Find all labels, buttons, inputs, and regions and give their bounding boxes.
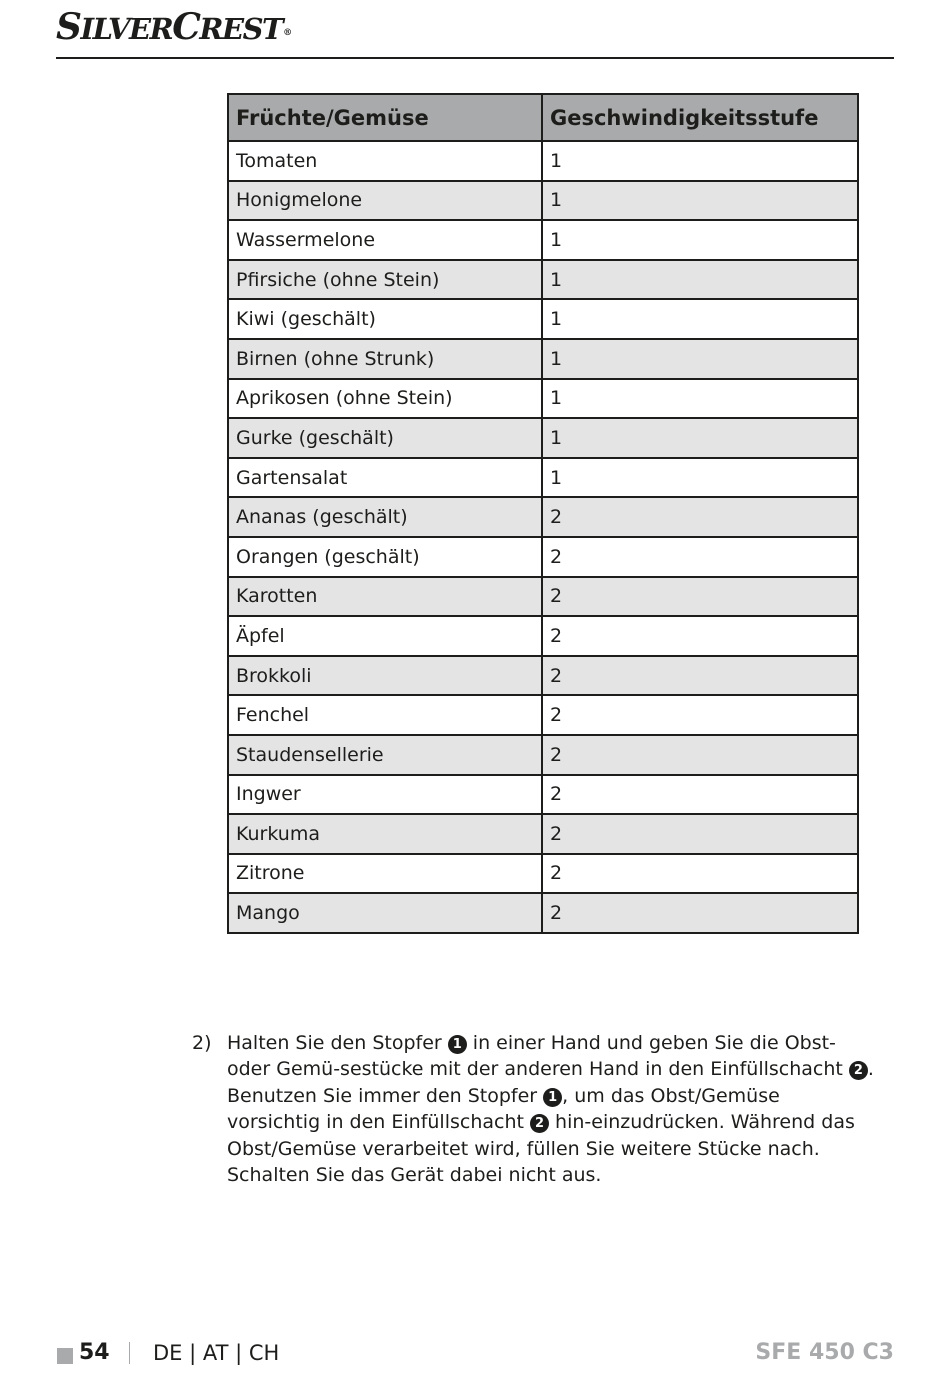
table-row [228,299,858,339]
callout-2-icon: 2 [530,1114,549,1133]
page-number: 54 [79,1340,110,1365]
table-row [228,260,858,300]
fruit-cell: Pfirsiche (ohne Stein) [228,260,542,300]
speed-cell: 1 [542,379,858,419]
speed-cell: 2 [542,577,858,617]
speed-cell: 1 [542,458,858,498]
fruit-cell: Kiwi (geschält) [228,299,542,339]
fruit-cell: Tomaten [228,141,542,181]
speed-cell: 2 [542,537,858,577]
fruit-cell: Ingwer [228,775,542,815]
speed-cell: 2 [542,616,858,656]
speed-table [227,93,859,934]
fruit-cell: Brokkoli [228,656,542,696]
table-row [228,339,858,379]
fruit-cell: Honigmelone [228,181,542,221]
fruit-cell: Ananas (geschält) [228,497,542,537]
fruit-cell: Mango [228,893,542,933]
footer-divider [129,1342,130,1364]
table-row [228,497,858,537]
fruit-cell: Birnen (ohne Strunk) [228,339,542,379]
fruit-cell: Wassermelone [228,220,542,260]
step-text: Halten Sie den Stopfer 1 in einer Hand und geben Sie die Obst- oder Gemü-sestücke mit der anderen Hand in den Einfüllschacht 2 . Benutzen Sie immer den Stopfer 1 , um das Obst/Gemüse vorsichtig in den Einfüllschacht 2 hin-einzudrücken. Während das Obst/Gemüse verarbeitet wird, füllen Sie weitere Stücke nach. Schalten Sie das Gerät dabei nicht aus. [227,1032,874,1187]
page-footer [56,1340,894,1372]
table-row [228,656,858,696]
table-row [228,220,858,260]
speed-cell: 2 [542,854,858,894]
speed-cell: 1 [542,220,858,260]
speed-cell: 1 [542,418,858,458]
fruit-cell: Staudensellerie [228,735,542,775]
speed-cell: 2 [542,893,858,933]
fruit-cell: Aprikosen (ohne Stein) [228,379,542,419]
brand-logo: SILVERCREST® [56,6,293,48]
table-header-row [228,94,858,141]
fruit-cell: Gurke (geschält) [228,418,542,458]
table-row [228,458,858,498]
fruit-cell: Orangen (geschält) [228,537,542,577]
speed-cell: 2 [542,814,858,854]
speed-cell: 1 [542,141,858,181]
table-row [228,181,858,221]
fruit-cell: Gartensalat [228,458,542,498]
speed-cell: 1 [542,299,858,339]
column-header-speed: Geschwindigkeitsstufe [542,94,858,141]
table-row [228,537,858,577]
table-row [228,893,858,933]
fruit-cell: Fenchel [228,695,542,735]
table-row [228,141,858,181]
table-row [228,616,858,656]
speed-cell: 1 [542,339,858,379]
callout-1-icon: 1 [543,1088,562,1107]
fruit-cell: Karotten [228,577,542,617]
table-row [228,854,858,894]
speed-cell: 2 [542,497,858,537]
table-row [228,775,858,815]
column-header-fruit: Früchte/Gemüse [228,94,542,141]
language-codes: DE | AT | CH [153,1341,280,1365]
speed-cell: 1 [542,260,858,300]
table-row [228,379,858,419]
callout-2-icon: 2 [849,1061,868,1080]
table-row [228,695,858,735]
page-marker-icon [57,1348,73,1364]
callout-1-icon: 1 [448,1035,467,1054]
speed-cell: 2 [542,735,858,775]
table-row [228,577,858,617]
step-number: 2) [192,1032,212,1054]
speed-cell: 2 [542,775,858,815]
fruit-cell: Äpfel [228,616,542,656]
fruit-cell: Kurkuma [228,814,542,854]
fruit-cell: Zitrone [228,854,542,894]
speed-cell: 1 [542,181,858,221]
table-row [228,418,858,458]
header-rule [56,57,894,59]
table-row [228,814,858,854]
speed-cell: 2 [542,656,858,696]
model-number: SFE 450 C3 [755,1340,894,1365]
speed-cell: 2 [542,695,858,735]
table-row [228,735,858,775]
